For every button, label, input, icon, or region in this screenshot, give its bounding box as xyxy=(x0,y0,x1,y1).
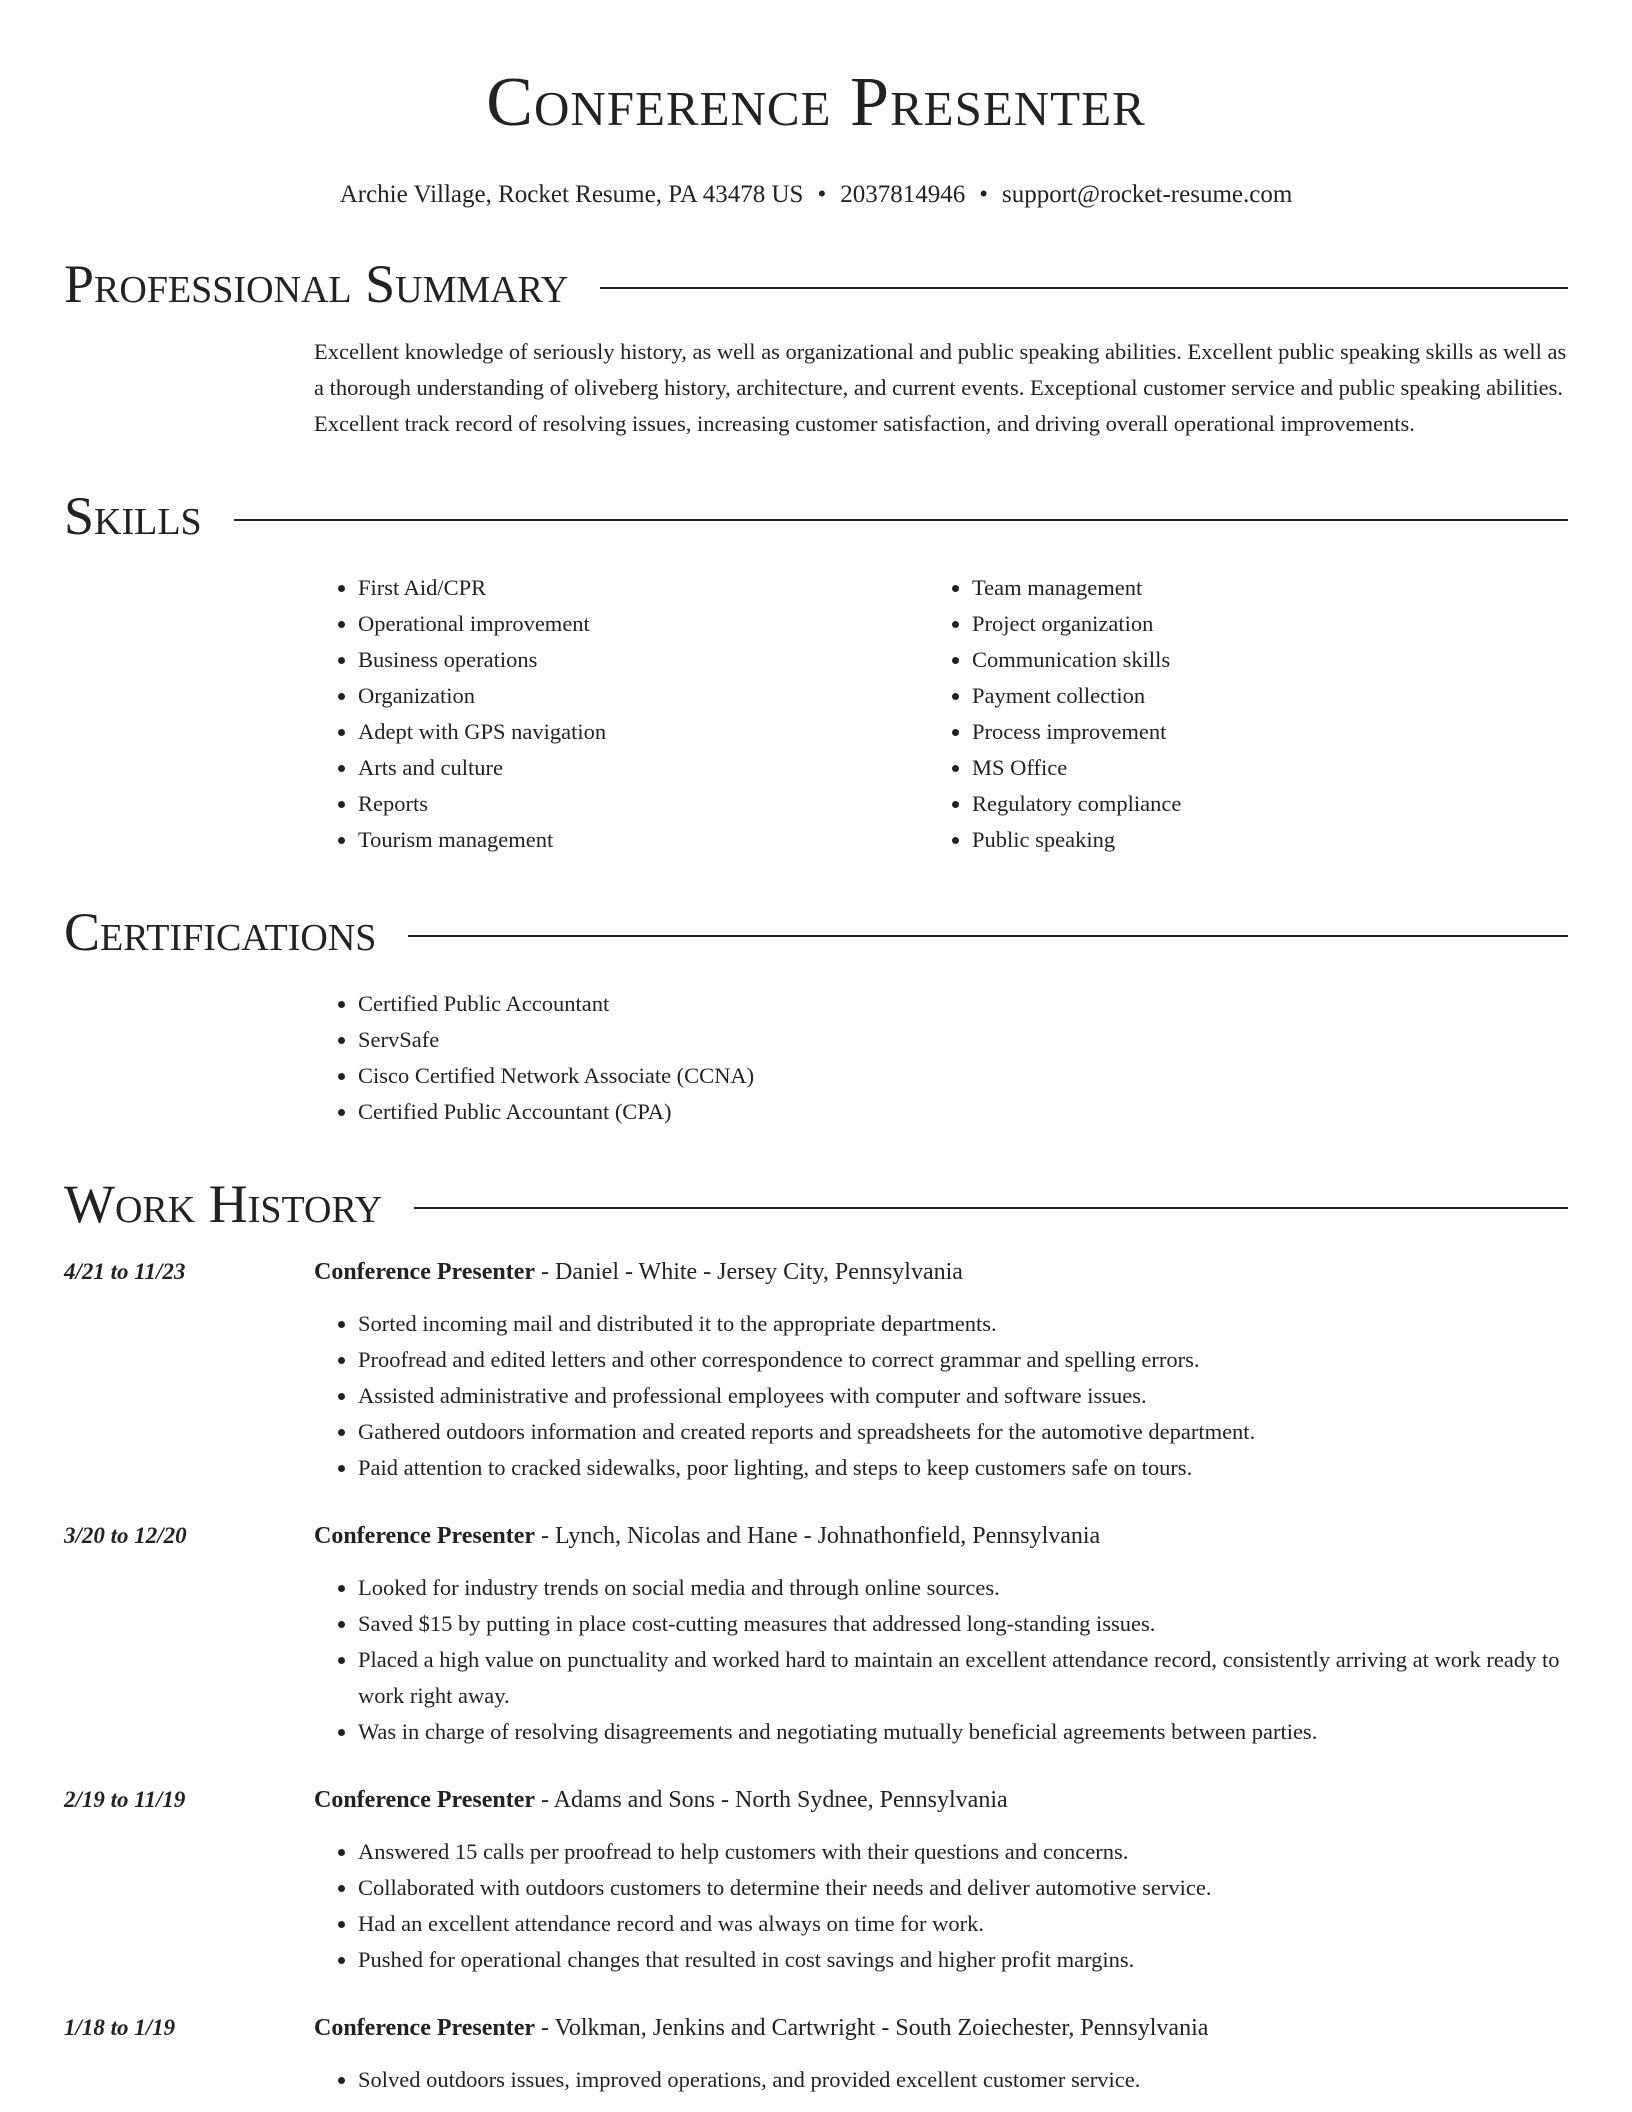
job-body xyxy=(314,2010,1568,2098)
summary-section-heading xyxy=(64,254,1568,314)
job-title-line xyxy=(314,2010,1568,2046)
job-bullet: • Was in charge of resolving disagreements and negotiating mutually beneficial agreements between parties. xyxy=(358,1714,1568,1750)
job-bullet: • Proofread and edited letters and other correspondence to correct grammar and spelling errors. xyxy=(358,1342,1568,1378)
skills-column-right xyxy=(928,570,1542,858)
skill-item: • Communication skills xyxy=(972,642,1542,678)
skills-heading: Skills xyxy=(64,486,202,546)
job-bullet: • Answered 15 calls per proofread to help customers with their questions and concerns. xyxy=(358,1834,1568,1870)
skill-item: • Business operations xyxy=(358,642,928,678)
skill-item: • Arts and culture xyxy=(358,750,928,786)
skill-item: • Team management xyxy=(972,570,1542,606)
job-bullet: • Pushed for operational changes that resulted in cost savings and higher profit margins. xyxy=(358,1942,1568,1978)
skills-column-left xyxy=(314,570,928,858)
job-bullet: • Gathered outdoors information and created reports and spreadsheets for the automotive department. xyxy=(358,1414,1568,1450)
contact-separator: • xyxy=(979,181,988,208)
job-bullet: • Saved $15 by putting in place cost-cutting measures that addressed long-standing issues. xyxy=(358,1606,1568,1642)
job-details: - Daniel - White - Jersey City, Pennsylvania xyxy=(535,1259,963,1285)
certifications-block xyxy=(314,986,1568,1130)
work-history-list xyxy=(64,1254,1568,2098)
summary-heading: Professional Summary xyxy=(64,254,569,314)
skill-item: • Process improvement xyxy=(972,714,1542,750)
contact-separator: • xyxy=(817,181,827,208)
job-entry xyxy=(64,1518,1568,1750)
certifications-heading: Certifications xyxy=(64,902,377,962)
work-section-heading xyxy=(64,1174,1568,1234)
skill-item: • Regulatory compliance xyxy=(972,786,1542,822)
skill-item: • Organization xyxy=(358,678,928,714)
certification-item: • Cisco Certified Network Associate (CCNA) xyxy=(358,1058,1568,1094)
job-bullet: • Assisted administrative and professional employees with computer and software issues. xyxy=(358,1378,1568,1414)
job-dates: 4/21 to 11/23 xyxy=(64,1259,186,1284)
skills-grid xyxy=(314,570,1568,858)
job-details: - Adams and Sons - North Sydnee, Pennsylvania xyxy=(535,1787,1008,1813)
job-title-line xyxy=(314,1782,1568,1818)
job-dates: 1/18 to 1/19 xyxy=(64,2015,176,2040)
job-bullet: • Placed a high value on punctuality and worked hard to maintain an excellent attendance record, consistently arriving at work ready to work right away. xyxy=(358,1642,1568,1714)
job-entry xyxy=(64,1782,1568,1978)
section-divider xyxy=(600,287,1568,289)
job-details: - Lynch, Nicolas and Hane - Johnathonfield, Pennsylvania xyxy=(535,1523,1101,1549)
contact-email[interactable]: support@rocket-resume.com xyxy=(1001,181,1293,208)
job-dates: 3/20 to 12/20 xyxy=(64,1523,187,1548)
job-bullets xyxy=(314,1570,1568,1750)
skill-item: • Reports xyxy=(358,786,928,822)
job-bullet: • Sorted incoming mail and distributed it to the appropriate departments. xyxy=(358,1306,1568,1342)
contact-line xyxy=(64,180,1568,210)
skill-item: • Adept with GPS navigation xyxy=(358,714,928,750)
skill-item: • First Aid/CPR xyxy=(358,570,928,606)
job-bullets xyxy=(314,1306,1568,1486)
skills-section-heading xyxy=(64,486,1568,546)
skill-item: • Operational improvement xyxy=(358,606,928,642)
job-role: Conference Presenter xyxy=(314,1787,536,1813)
job-bullets xyxy=(314,2062,1568,2098)
skills-list-right xyxy=(928,570,1542,858)
job-body xyxy=(314,1782,1568,1978)
job-role: Conference Presenter xyxy=(314,2015,536,2041)
job-bullet: • Looked for industry trends on social media and through online sources. xyxy=(358,1570,1568,1606)
skill-item: • Payment collection xyxy=(972,678,1542,714)
resume-name: Conference Presenter xyxy=(486,64,1146,141)
certification-item: • Certified Public Accountant xyxy=(358,986,1568,1022)
certification-item: • ServSafe xyxy=(358,1022,1568,1058)
job-dates: 2/19 to 11/19 xyxy=(64,1787,186,1812)
contact-phone: 2037814946 xyxy=(840,181,966,208)
job-body xyxy=(314,1254,1568,1486)
job-bullet: • Paid attention to cracked sidewalks, poor lighting, and steps to keep customers safe on tours. xyxy=(358,1450,1568,1486)
certifications-list xyxy=(314,986,1568,1130)
certifications-section-heading xyxy=(64,902,1568,962)
job-entry xyxy=(64,2010,1568,2098)
skills-list-left xyxy=(314,570,928,858)
work-heading: Work History xyxy=(64,1174,383,1234)
contact-address: Archie Village, Rocket Resume, PA 43478 US xyxy=(339,181,804,208)
section-divider xyxy=(234,519,1568,521)
section-divider xyxy=(414,1207,1568,1209)
job-bullet: • Had an excellent attendance record and was always on time for work. xyxy=(358,1906,1568,1942)
job-entry xyxy=(64,1254,1568,1486)
job-details: - Volkman, Jenkins and Cartwright - South Zoiechester, Pennsylvania xyxy=(535,2015,1209,2041)
skill-item: • Public speaking xyxy=(972,822,1542,858)
summary-text: Excellent knowledge of seriously history, as well as organizational and public speaking abilities. Excellent public speaking skills as well as a thorough understanding of oliveberg history, architecture, and current events. Exceptional customer service and public speaking abilities. Excellent track record of resolving issues, increasing customer satisfaction, and driving overall operational improvements. xyxy=(314,339,1567,436)
skill-item: • MS Office xyxy=(972,750,1542,786)
job-body xyxy=(314,1518,1568,1750)
certification-item: • Certified Public Accountant (CPA) xyxy=(358,1094,1568,1130)
job-bullet: • Collaborated with outdoors customers to determine their needs and deliver automotive service. xyxy=(358,1870,1568,1906)
job-bullets xyxy=(314,1834,1568,1978)
job-title-line xyxy=(314,1254,1568,1290)
job-role: Conference Presenter xyxy=(314,1523,536,1549)
job-role: Conference Presenter xyxy=(314,1259,536,1285)
section-divider xyxy=(408,935,1568,937)
job-bullet: • Solved outdoors issues, improved operations, and provided excellent customer service. xyxy=(358,2062,1568,2098)
job-title-line xyxy=(314,1518,1568,1554)
skill-item: • Project organization xyxy=(972,606,1542,642)
skill-item: • Tourism management xyxy=(358,822,928,858)
